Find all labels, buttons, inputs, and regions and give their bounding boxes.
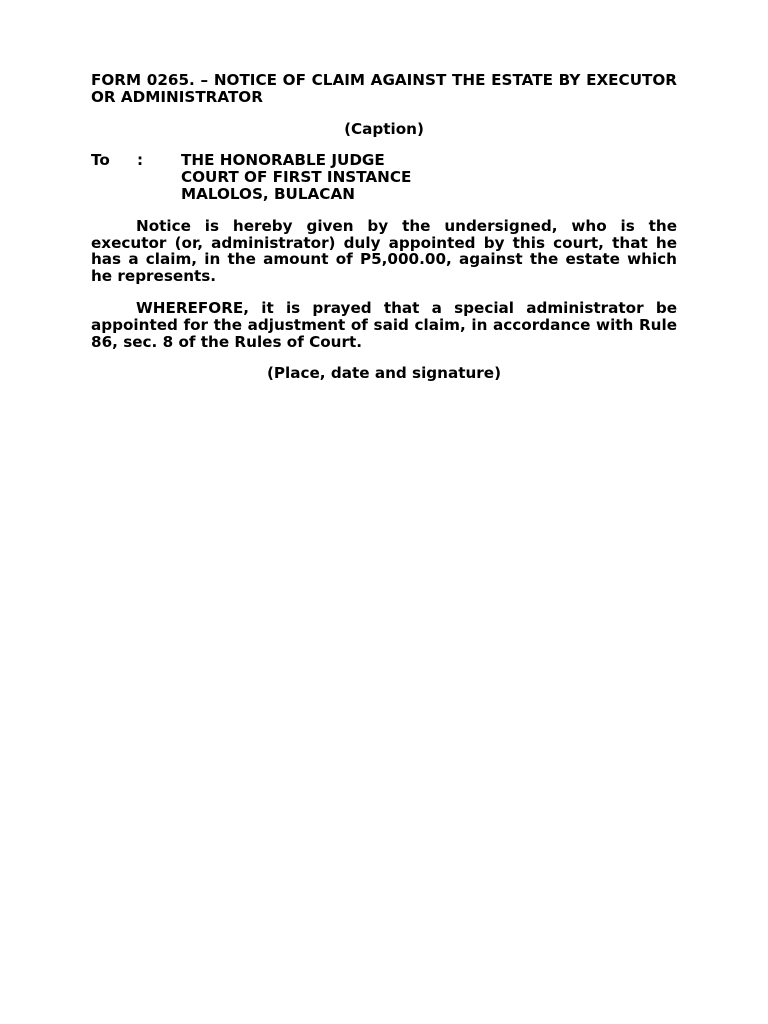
- addressee-line-court: COURT OF FIRST INSTANCE: [181, 168, 412, 187]
- caption-placeholder: (Caption): [344, 119, 424, 138]
- notice-paragraph: Notice is hereby given by the undersigned, who is the executor (or, administrator) duly appointed by this court, that he has a claim, in the amount of P5,000.00, against the estate which he represents.: [91, 216, 677, 286]
- signature-placeholder: (Place, date and signature): [266, 364, 502, 383]
- addressee-block: [91, 152, 677, 202]
- to-colon: :: [137, 151, 144, 170]
- addressee-line-judge: THE HONORABLE JUDGE: [181, 151, 385, 170]
- prayer-paragraph: WHEREFORE, it is prayed that a special administrator be appointed for the adjustment of said claim, in accordance with Rule 86, sec. 8 of the Rules of Court.: [91, 298, 677, 351]
- form-title: FORM 0265. – NOTICE OF CLAIM AGAINST THE ESTATE BY EXECUTOR OR ADMINISTRATOR: [91, 71, 677, 106]
- document-content: [91, 72, 677, 382]
- addressee-lines: [181, 152, 677, 202]
- addressee-line-location: MALOLOS, BULACAN: [181, 184, 355, 203]
- to-label: To: [91, 151, 110, 170]
